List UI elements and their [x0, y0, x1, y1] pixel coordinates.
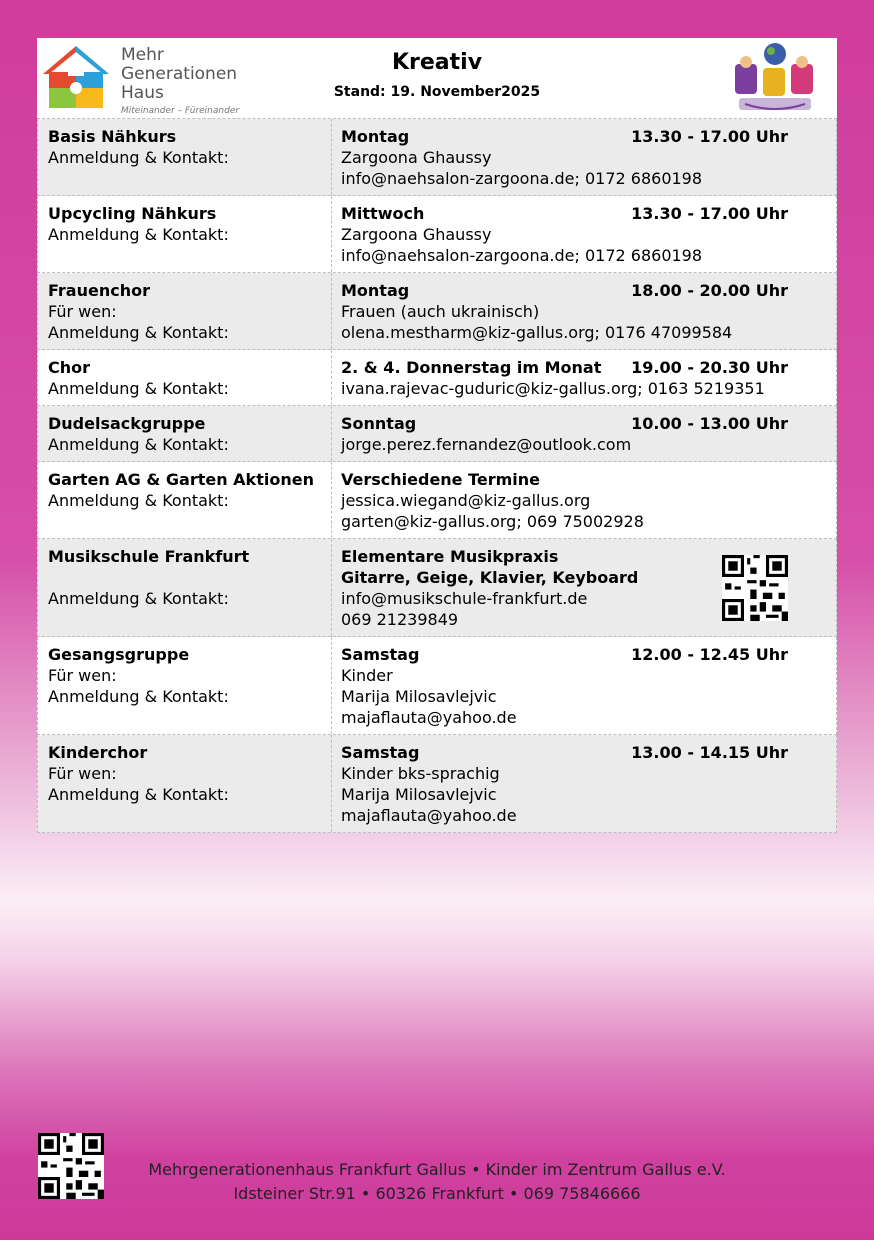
activity-name: Gesangsgruppe	[48, 645, 190, 664]
schedule-time: 10.00 - 13.00 Uhr	[631, 414, 788, 433]
schedule-day: Montag	[341, 281, 410, 300]
field-label: Anmeldung & Kontakt:	[48, 491, 229, 510]
field-label	[48, 567, 321, 588]
activity-cell	[38, 539, 332, 636]
table-row	[37, 539, 837, 637]
activity-cell	[38, 462, 332, 538]
activity-name: Frauenchor	[48, 281, 150, 300]
schedule-day: Samstag	[341, 645, 420, 664]
schedule-line	[341, 357, 826, 378]
contact-info[interactable]: info@naehsalon-zargoona.de; 0172 6860198	[341, 169, 703, 188]
schedule-time: 13.00 - 14.15 Uhr	[631, 743, 788, 762]
schedule-time: 13.30 - 17.00 Uhr	[631, 127, 788, 146]
contact-info[interactable]: ivana.rajevac-guduric@kiz-gallus.org; 0163 5219351	[341, 379, 765, 398]
schedule-day: Montag	[341, 127, 410, 146]
schedule-day: Elementare Musikpraxis	[341, 547, 559, 566]
detail-text: Marija Milosavlejvic	[341, 785, 497, 804]
activity-name: Chor	[48, 358, 91, 377]
schedule-line	[341, 413, 826, 434]
schedule-time: 12.00 - 12.45 Uhr	[631, 645, 788, 664]
activity-name: Musikschule Frankfurt	[48, 547, 250, 566]
activity-cell	[38, 735, 332, 832]
details-cell	[332, 637, 836, 734]
details-cell	[332, 196, 836, 272]
detail-text: Marija Milosavlejvic	[341, 687, 497, 706]
qr-code-icon[interactable]	[722, 555, 788, 621]
contact-info[interactable]: majaflauta@yahoo.de	[341, 708, 517, 727]
activity-cell	[38, 637, 332, 734]
details-cell	[332, 350, 836, 405]
field-label: Anmeldung & Kontakt:	[48, 225, 229, 244]
field-label: Anmeldung & Kontakt:	[48, 589, 229, 608]
schedule-day: Mittwoch	[341, 204, 425, 223]
table-row	[37, 637, 837, 735]
details-cell	[332, 539, 836, 636]
schedule-line	[341, 644, 826, 665]
logo-line-3: Haus	[121, 83, 164, 103]
events-table	[37, 119, 837, 833]
contact-info[interactable]: jorge.perez.fernandez@outlook.com	[341, 435, 632, 454]
contact-info[interactable]: olena.mestharm@kiz-gallus.org; 0176 47099584	[341, 323, 733, 342]
table-row	[37, 350, 837, 406]
detail-text: Zargoona Ghaussy	[341, 225, 492, 244]
details-cell	[332, 462, 836, 538]
activity-name: Basis Nähkurs	[48, 127, 177, 146]
contact-info[interactable]: 069 21239849	[341, 610, 459, 629]
contact-info[interactable]: majaflauta@yahoo.de	[341, 806, 517, 825]
activity-cell	[38, 196, 332, 272]
detail-text: Zargoona Ghaussy	[341, 148, 492, 167]
schedule-time: 19.00 - 20.30 Uhr	[631, 358, 788, 377]
table-row	[37, 462, 837, 539]
detail-text: Frauen (auch ukrainisch)	[341, 302, 540, 321]
kiz-gallus-logo	[725, 40, 825, 116]
schedule-day: 2. & 4. Donnerstag im Monat	[341, 358, 602, 377]
logo-line-2: Generationen	[121, 64, 238, 84]
field-label: Für wen:	[48, 764, 117, 783]
field-label: Anmeldung & Kontakt:	[48, 687, 229, 706]
activity-name: Dudelsackgruppe	[48, 414, 206, 433]
footer-organisation: Mehrgenerationenhaus Frankfurt Gallus • Kinder im Zentrum Gallus e.V.	[148, 1160, 726, 1179]
activity-cell	[38, 350, 332, 405]
schedule-subtitle: Gitarre, Geige, Klavier, Keyboard	[341, 568, 639, 587]
schedule-day: Sonntag	[341, 414, 417, 433]
details-cell	[332, 406, 836, 461]
details-cell	[332, 273, 836, 349]
field-label: Für wen:	[48, 302, 117, 321]
schedule-line	[341, 126, 826, 147]
details-cell	[332, 119, 836, 195]
table-row	[37, 273, 837, 350]
detail-text: Kinder	[341, 666, 393, 685]
contact-info[interactable]: info@musikschule-frankfurt.de	[341, 589, 588, 608]
activity-name: Garten AG & Garten Aktionen	[48, 470, 314, 489]
logo-line-1: Mehr	[121, 45, 164, 65]
field-label: Anmeldung & Kontakt:	[48, 435, 229, 454]
schedule-day: Verschiedene Termine	[341, 470, 541, 489]
program-sheet	[37, 38, 837, 833]
logo-tagline: Miteinander – Füreinander	[121, 106, 240, 116]
field-label: Anmeldung & Kontakt:	[48, 379, 229, 398]
field-label: Anmeldung & Kontakt:	[48, 323, 229, 342]
activity-name: Kinderchor	[48, 743, 148, 762]
contact-info[interactable]: info@naehsalon-zargoona.de; 0172 6860198	[341, 246, 703, 265]
contact-info[interactable]: jessica.wiegand@kiz-gallus.org	[341, 491, 591, 510]
schedule-day: Samstag	[341, 743, 420, 762]
contact-info[interactable]: garten@kiz-gallus.org; 069 75002928	[341, 512, 644, 531]
stand-date: Stand: 19. November2025	[333, 84, 541, 100]
activity-cell	[38, 119, 332, 195]
schedule-line	[341, 742, 826, 763]
footer-address: Idsteiner Str.91 • 60326 Frankfurt • 069 75846666	[233, 1184, 641, 1203]
page-footer	[0, 1158, 874, 1206]
page-header	[37, 38, 837, 119]
table-row	[37, 406, 837, 462]
schedule-line	[341, 469, 826, 490]
details-cell	[332, 735, 836, 832]
table-row	[37, 119, 837, 196]
schedule-line	[341, 280, 826, 301]
detail-text: Kinder bks-sprachig	[341, 764, 500, 783]
schedule-time: 18.00 - 20.00 Uhr	[631, 281, 788, 300]
table-row	[37, 196, 837, 273]
table-row	[37, 735, 837, 833]
field-label: Für wen:	[48, 666, 117, 685]
activity-name: Upcycling Nähkurs	[48, 204, 217, 223]
activity-cell	[38, 273, 332, 349]
activity-cell	[38, 406, 332, 461]
schedule-line	[341, 203, 826, 224]
schedule-time: 13.30 - 17.00 Uhr	[631, 204, 788, 223]
page-title: Kreativ	[391, 50, 483, 75]
field-label: Anmeldung & Kontakt:	[48, 148, 229, 167]
field-label: Anmeldung & Kontakt:	[48, 785, 229, 804]
